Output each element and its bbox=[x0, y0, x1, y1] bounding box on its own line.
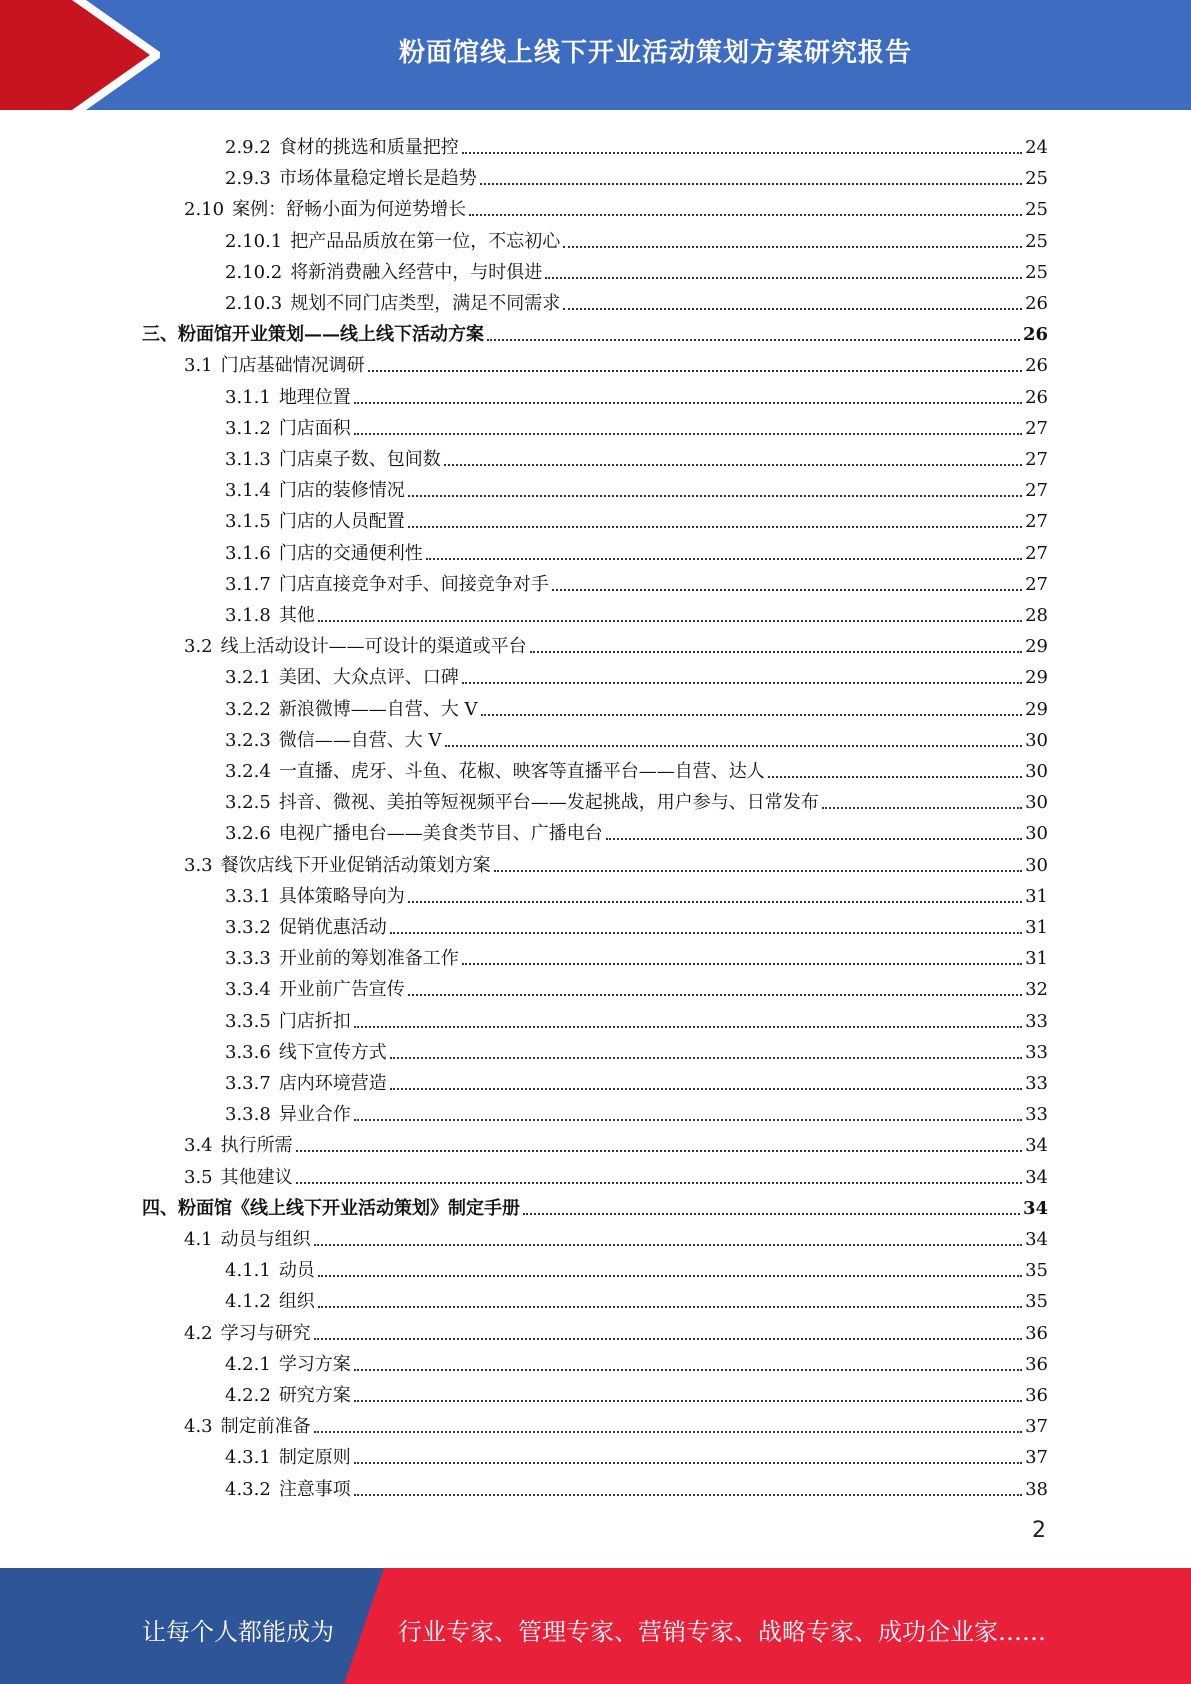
toc-entry-title: 线下宣传方式 bbox=[278, 1041, 387, 1063]
toc-entry[interactable] bbox=[142, 315, 1048, 346]
toc-entry[interactable] bbox=[225, 1438, 1048, 1469]
toc-entry[interactable] bbox=[225, 1251, 1048, 1282]
toc-entry-number: 3.3.5 bbox=[225, 1010, 271, 1032]
toc-entry-title: 门店的交通便利性 bbox=[278, 542, 423, 564]
toc-entry-page: 25 bbox=[1025, 199, 1048, 221]
toc-leader-dots bbox=[606, 837, 1022, 840]
toc-entry[interactable] bbox=[225, 939, 1048, 970]
toc-leader-dots bbox=[462, 962, 1022, 965]
toc-entry-number: 4.2.2 bbox=[225, 1385, 271, 1406]
toc-entry-number: 3.3.3 bbox=[225, 948, 271, 970]
toc-entry-number: 4.3 bbox=[184, 1416, 213, 1438]
toc-leader-dots bbox=[545, 276, 1022, 279]
toc-leader-dots bbox=[354, 1025, 1022, 1028]
toc-entry-page: 29 bbox=[1025, 636, 1048, 658]
toc-entry-page: 36 bbox=[1025, 1322, 1048, 1344]
toc-entry[interactable] bbox=[225, 1470, 1048, 1501]
toc-entry-page: 36 bbox=[1025, 1385, 1048, 1406]
toc-entry-page: 29 bbox=[1025, 667, 1048, 689]
toc-leader-dots bbox=[296, 1181, 1022, 1184]
toc-entry-number: 3.4 bbox=[184, 1135, 213, 1157]
toc-entry[interactable] bbox=[225, 1064, 1048, 1095]
toc-entry-page: 26 bbox=[1025, 355, 1048, 377]
toc-leader-dots bbox=[354, 1493, 1022, 1496]
toc-entry-title: 门店折扣 bbox=[278, 1010, 351, 1032]
toc-entry-number: 3.3.8 bbox=[225, 1104, 271, 1126]
toc-entry-number: 3.2.2 bbox=[225, 698, 271, 720]
toc-entry-title: 动员 bbox=[278, 1260, 315, 1282]
toc-entry[interactable] bbox=[225, 1095, 1048, 1126]
toc-entry-title: 促销优惠活动 bbox=[278, 917, 387, 938]
toc-leader-dots bbox=[530, 650, 1022, 653]
toc-entry-number: 3.2.4 bbox=[225, 761, 271, 782]
toc-entry[interactable] bbox=[184, 846, 1048, 877]
toc-entry-title: 门店基础情况调研 bbox=[220, 355, 365, 377]
toc-entry-page: 26 bbox=[1025, 386, 1048, 408]
toc-entry-title: 抖音、微视、美拍等短视频平台——发起挑战，用户参与、日常发布 bbox=[278, 792, 819, 814]
toc-leader-dots bbox=[408, 993, 1022, 996]
toc-entry-title: 将新消费融入经营中，与时俱进 bbox=[290, 261, 543, 283]
toc-entry-page: 27 bbox=[1025, 417, 1048, 439]
footer-slogan-right: 行业专家、管理专家、营销专家、战略专家、成功企业家…… bbox=[398, 1618, 1046, 1646]
toc-entry[interactable] bbox=[225, 1033, 1048, 1064]
toc-entry-page: 27 bbox=[1025, 542, 1048, 564]
toc-leader-dots bbox=[462, 681, 1022, 684]
toc-leader-dots bbox=[318, 619, 1022, 622]
toc-entry[interactable] bbox=[225, 877, 1048, 908]
toc-entry-title: 其他 bbox=[278, 605, 315, 626]
toc-entry-number: 3.1.1 bbox=[225, 386, 271, 408]
toc-entry[interactable] bbox=[225, 471, 1048, 502]
toc-entry-number: 3.3.6 bbox=[225, 1041, 271, 1063]
toc-leader-dots bbox=[314, 1430, 1022, 1433]
toc-entry-page: 27 bbox=[1025, 449, 1048, 470]
toc-leader-dots bbox=[494, 869, 1022, 872]
toc-entry-title: 规划不同门店类型，满足不同需求 bbox=[290, 293, 561, 314]
toc-entry-title: 一直播、虎牙、斗鱼、花椒、映客等直播平台——自营、达人 bbox=[278, 761, 765, 782]
toc-entry-page: 35 bbox=[1025, 1260, 1048, 1282]
toc-entry-number: 3.1.3 bbox=[225, 449, 271, 470]
toc-leader-dots bbox=[426, 557, 1022, 560]
toc-entry-page: 33 bbox=[1025, 1041, 1048, 1063]
toc-leader-dots bbox=[768, 775, 1022, 778]
toc-entry-title: 微信——自营、大 V bbox=[278, 729, 442, 751]
toc-entry[interactable] bbox=[225, 1002, 1048, 1033]
toc-entry-title: 美团、大众点评、口碑 bbox=[278, 667, 459, 689]
toc-entry-number: 3.3.1 bbox=[225, 885, 271, 907]
toc-entry-title: 线上活动设计——可设计的渠道或平台 bbox=[220, 636, 527, 658]
toc-entry-page: 37 bbox=[1025, 1447, 1048, 1469]
toc-entry-page: 33 bbox=[1025, 1010, 1048, 1032]
toc-entry[interactable] bbox=[225, 159, 1048, 190]
toc-entry[interactable] bbox=[225, 1282, 1048, 1313]
toc-entry-number: 四、 bbox=[142, 1197, 178, 1219]
toc-entry-page: 25 bbox=[1025, 261, 1048, 283]
toc-entry[interactable] bbox=[184, 190, 1048, 221]
toc-entry-number: 3.1.6 bbox=[225, 542, 271, 564]
toc-entry-page: 31 bbox=[1025, 917, 1048, 938]
toc-entry[interactable] bbox=[225, 565, 1048, 596]
toc-entry-page: 29 bbox=[1025, 698, 1048, 720]
toc-entry-title: 店内环境营造 bbox=[278, 1073, 387, 1094]
toc-entry[interactable] bbox=[184, 1407, 1048, 1438]
toc-entry-number: 4.1.1 bbox=[225, 1260, 271, 1282]
toc-entry-page: 33 bbox=[1025, 1073, 1048, 1094]
toc-leader-dots bbox=[318, 1305, 1022, 1308]
toc-entry-number: 2.10.3 bbox=[225, 293, 283, 314]
toc-entry[interactable] bbox=[184, 1220, 1048, 1251]
toc-entry-number: 3.1.5 bbox=[225, 511, 271, 533]
toc-entry[interactable] bbox=[225, 721, 1048, 752]
toc-entry-title: 粉面馆《线上线下开业活动策划》制定手册 bbox=[178, 1197, 520, 1219]
toc-entry-number: 4.1.2 bbox=[225, 1291, 271, 1313]
toc-entry-title: 异业合作 bbox=[278, 1104, 351, 1126]
toc-leader-dots bbox=[408, 525, 1022, 528]
toc-entry-number: 3.3.4 bbox=[225, 979, 271, 1001]
toc-leader-dots bbox=[354, 1461, 1022, 1464]
toc-entry-number: 4.1 bbox=[184, 1229, 213, 1250]
toc-entry-page: 34 bbox=[1025, 1135, 1048, 1157]
toc-entry-page: 33 bbox=[1025, 1104, 1048, 1126]
toc-entry-number: 2.9.3 bbox=[225, 168, 271, 190]
toc-entry[interactable] bbox=[225, 222, 1048, 253]
toc-entry-title: 注意事项 bbox=[278, 1478, 351, 1500]
toc-entry-number: 3.2.6 bbox=[225, 823, 271, 845]
toc-leader-dots bbox=[445, 744, 1023, 747]
toc-entry[interactable] bbox=[184, 1126, 1048, 1157]
toc-entry-title: 具体策略导向为 bbox=[278, 885, 405, 907]
toc-entry-title: 学习方案 bbox=[278, 1353, 351, 1375]
toc-entry-number: 三、 bbox=[142, 324, 178, 346]
toc-entry-page: 36 bbox=[1025, 1353, 1048, 1375]
toc-entry-title: 门店直接竞争对手、间接竞争对手 bbox=[278, 573, 549, 595]
toc-entry-page: 30 bbox=[1025, 792, 1048, 814]
toc-entry[interactable] bbox=[225, 253, 1048, 284]
toc-entry-number: 3.3.7 bbox=[225, 1073, 271, 1094]
toc-entry-number: 2.10 bbox=[184, 199, 225, 221]
toc-leader-dots bbox=[390, 931, 1022, 934]
toc-entry-number: 3.2.3 bbox=[225, 729, 271, 751]
toc-entry-number: 4.2 bbox=[184, 1322, 213, 1344]
toc-entry-page: 31 bbox=[1025, 948, 1048, 970]
toc-entry-number: 2.9.2 bbox=[225, 137, 271, 158]
toc-entry-title: 研究方案 bbox=[278, 1385, 351, 1406]
toc-leader-dots bbox=[318, 1274, 1022, 1277]
toc-entry-number: 4.3.2 bbox=[225, 1478, 271, 1500]
toc-leader-dots bbox=[462, 151, 1022, 154]
toc-entry[interactable] bbox=[184, 1158, 1048, 1189]
toc-entry-page: 24 bbox=[1025, 137, 1048, 158]
toc-entry-title: 粉面馆开业策划——线上线下活动方案 bbox=[178, 324, 484, 346]
toc-entry-title: 食材的挑选和质量把控 bbox=[278, 137, 459, 158]
toc-entry-number: 2.10.1 bbox=[225, 230, 283, 252]
toc-leader-dots bbox=[390, 1056, 1022, 1059]
toc-leader-dots bbox=[408, 494, 1022, 497]
toc-leader-dots bbox=[563, 307, 1022, 310]
toc-entry-page: 37 bbox=[1025, 1416, 1048, 1438]
toc-entry-title: 学习与研究 bbox=[220, 1322, 311, 1344]
toc-entry-page: 28 bbox=[1025, 605, 1048, 626]
toc-entry-number: 3.5 bbox=[184, 1166, 213, 1188]
toc-entry[interactable] bbox=[225, 908, 1048, 939]
toc-leader-dots bbox=[480, 182, 1022, 185]
toc-leader-dots bbox=[314, 1243, 1022, 1246]
toc-entry-title: 开业前广告宣传 bbox=[278, 979, 405, 1001]
toc-entry-page: 30 bbox=[1025, 729, 1048, 751]
toc-entry-title: 地理位置 bbox=[278, 386, 351, 408]
toc-entry[interactable] bbox=[225, 440, 1048, 471]
toc-entry-title: 门店的人员配置 bbox=[278, 511, 405, 533]
toc-leader-dots bbox=[354, 432, 1022, 435]
toc-leader-dots bbox=[354, 1399, 1022, 1402]
toc-leader-dots bbox=[408, 900, 1022, 903]
toc-entry-title: 案例：舒畅小面为何逆势增长 bbox=[232, 199, 467, 221]
toc-entry-number: 4.2.1 bbox=[225, 1353, 271, 1375]
toc-entry[interactable] bbox=[225, 128, 1048, 159]
toc-entry[interactable] bbox=[225, 783, 1048, 814]
toc-entry[interactable] bbox=[225, 814, 1048, 845]
toc-leader-dots bbox=[523, 1212, 1020, 1215]
toc-entry-page: 27 bbox=[1025, 480, 1048, 502]
toc-leader-dots bbox=[354, 1118, 1022, 1121]
toc-entry[interactable] bbox=[184, 346, 1048, 377]
toc-leader-dots bbox=[354, 1368, 1022, 1371]
toc-entry-number: 3.2 bbox=[184, 636, 213, 658]
toc-entry-page: 30 bbox=[1025, 854, 1048, 876]
toc-entry-number: 3.2.5 bbox=[225, 792, 271, 814]
toc-entry-title: 执行所需 bbox=[220, 1135, 293, 1157]
toc-entry-title: 电视广播电台——美食类节目、广播电台 bbox=[278, 823, 603, 845]
toc-leader-dots bbox=[314, 1337, 1022, 1340]
toc-leader-dots bbox=[444, 463, 1022, 466]
toc-entry-page: 34 bbox=[1022, 1197, 1048, 1219]
toc-entry[interactable] bbox=[184, 1314, 1048, 1345]
toc-entry-title: 门店桌子数、包间数 bbox=[278, 449, 441, 470]
toc-entry-page: 38 bbox=[1025, 1478, 1048, 1500]
footer-slogan-left: 让每个人都能成为 bbox=[142, 1618, 334, 1646]
toc-entry-number: 3.2.1 bbox=[225, 667, 271, 689]
toc-entry[interactable] bbox=[225, 970, 1048, 1001]
toc-entry-title: 开业前的筹划准备工作 bbox=[278, 948, 459, 970]
toc-entry[interactable] bbox=[225, 1376, 1048, 1407]
page-number: 2 bbox=[1032, 1518, 1046, 1543]
toc-leader-dots bbox=[469, 213, 1022, 216]
toc-entry-page: 30 bbox=[1025, 823, 1048, 845]
toc-entry[interactable] bbox=[225, 658, 1048, 689]
toc-entry-title: 组织 bbox=[278, 1291, 315, 1313]
toc-entry[interactable] bbox=[225, 690, 1048, 721]
toc-entry[interactable] bbox=[225, 534, 1048, 565]
toc-entry-title: 门店面积 bbox=[278, 417, 351, 439]
header-band bbox=[0, 0, 1191, 110]
toc-entry-page: 27 bbox=[1025, 573, 1048, 595]
toc-entry-number: 2.10.2 bbox=[225, 261, 283, 283]
toc-leader-dots bbox=[822, 806, 1022, 809]
toc-entry[interactable] bbox=[225, 752, 1048, 783]
toc-entry[interactable] bbox=[225, 378, 1048, 409]
toc-entry-page: 31 bbox=[1025, 885, 1048, 907]
toc-entry-page: 25 bbox=[1025, 168, 1048, 190]
toc-entry-page: 34 bbox=[1025, 1166, 1048, 1188]
toc-entry-title: 其他建议 bbox=[220, 1166, 293, 1188]
toc-entry-number: 3.1.2 bbox=[225, 417, 271, 439]
toc-entry-page: 26 bbox=[1025, 293, 1048, 314]
toc-entry-page: 30 bbox=[1025, 761, 1048, 782]
toc-entry-page: 27 bbox=[1025, 511, 1048, 533]
toc-entry[interactable] bbox=[225, 502, 1048, 533]
toc-entry-number: 3.1.8 bbox=[225, 605, 271, 626]
toc-entry[interactable] bbox=[225, 596, 1048, 627]
toc-entry-title: 门店的装修情况 bbox=[278, 480, 405, 502]
toc-entry-page: 26 bbox=[1022, 324, 1048, 346]
toc-leader-dots bbox=[563, 245, 1022, 248]
header-title: 粉面馆线上线下开业活动策划方案研究报告 bbox=[398, 37, 912, 68]
toc-leader-dots bbox=[354, 401, 1022, 404]
toc-entry-page: 35 bbox=[1025, 1291, 1048, 1313]
toc-entry-number: 3.1 bbox=[184, 355, 213, 377]
toc-entry-title: 把产品品质放在第一位，不忘初心 bbox=[290, 230, 561, 252]
toc-entry-title: 餐饮店线下开业促销活动策划方案 bbox=[220, 854, 491, 876]
toc-entry-number: 3.1.7 bbox=[225, 573, 271, 595]
toc-entry[interactable] bbox=[225, 409, 1048, 440]
toc-entry[interactable] bbox=[225, 284, 1048, 315]
toc-leader-dots bbox=[481, 713, 1023, 716]
toc-entry-title: 制定前准备 bbox=[220, 1416, 311, 1438]
toc-entry-number: 4.3.1 bbox=[225, 1447, 271, 1469]
toc-entry[interactable] bbox=[225, 1345, 1048, 1376]
toc-entry-number: 3.3 bbox=[184, 854, 213, 876]
toc-entry-title: 动员与组织 bbox=[220, 1229, 311, 1250]
toc-entry-page: 25 bbox=[1025, 230, 1048, 252]
toc-entry-title: 制定原则 bbox=[278, 1447, 351, 1469]
toc-leader-dots bbox=[552, 588, 1022, 591]
toc-entry-page: 32 bbox=[1025, 979, 1048, 1001]
toc-entry-title: 市场体量稳定增长是趋势 bbox=[278, 168, 477, 190]
toc-entry-number: 3.3.2 bbox=[225, 917, 271, 938]
toc-entry[interactable] bbox=[142, 1189, 1048, 1220]
toc-leader-dots bbox=[487, 338, 1020, 341]
toc-entry-title: 新浪微博——自营、大 V bbox=[278, 698, 478, 720]
toc-entry-page: 34 bbox=[1025, 1229, 1048, 1250]
toc-leader-dots bbox=[296, 1149, 1022, 1152]
toc-leader-dots bbox=[368, 369, 1022, 372]
toc-entry[interactable] bbox=[184, 627, 1048, 658]
toc-leader-dots bbox=[390, 1087, 1022, 1090]
toc-entry-number: 3.1.4 bbox=[225, 480, 271, 502]
